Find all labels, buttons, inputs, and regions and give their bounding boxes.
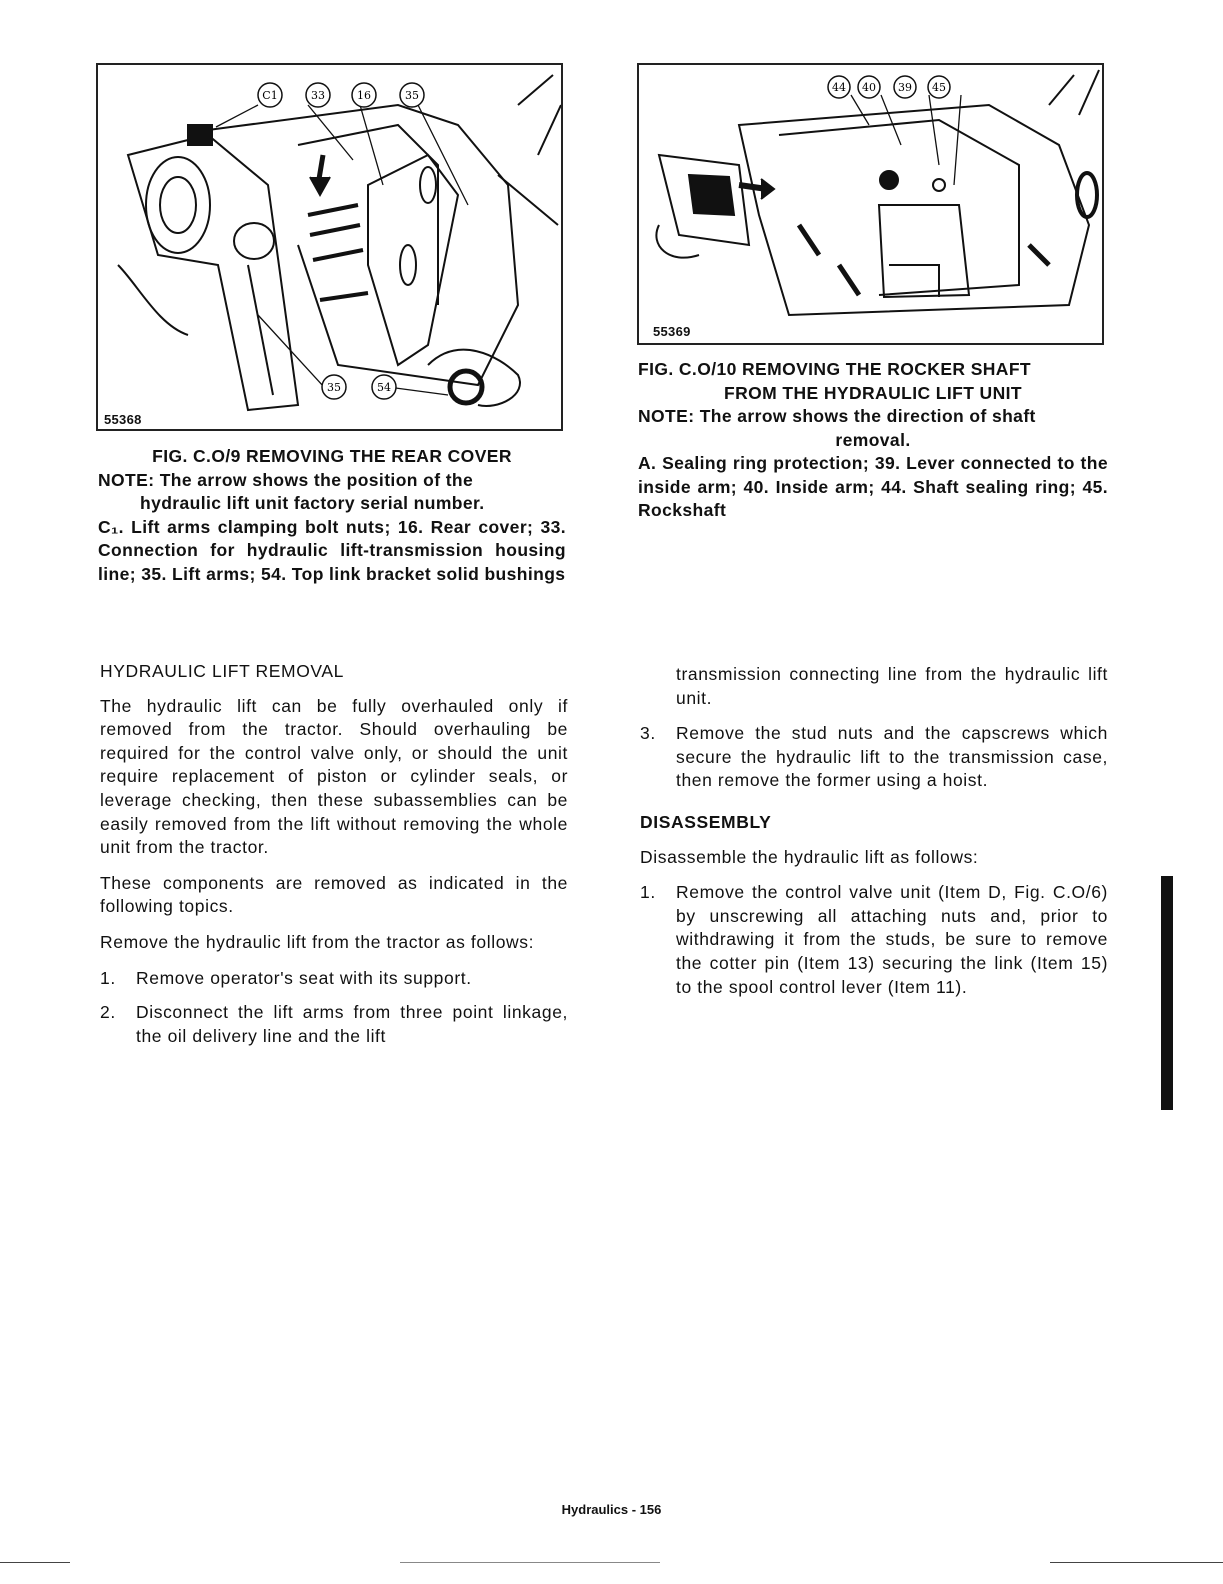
paragraph-continuation: transmission connecting line from the hydraulic lift unit. bbox=[676, 664, 1108, 708]
figure-10-caption bbox=[638, 358, 1108, 523]
paragraph-disassemble-intro: Disassemble the hydraulic lift as follows: bbox=[640, 846, 979, 867]
callout-54-label: 54 bbox=[377, 381, 391, 394]
scan-edge-line bbox=[1050, 1562, 1223, 1563]
figure-10-title: FIG. C.O/10 REMOVING THE ROCKER SHAFT bbox=[638, 359, 1032, 379]
callout-33-label: 33 bbox=[311, 89, 325, 102]
callout-35-label: 35 bbox=[405, 89, 419, 102]
list-item: 1. Remove operator's seat with its support. bbox=[100, 967, 472, 988]
figure-9-image bbox=[96, 63, 563, 431]
callout-44-label: 44 bbox=[832, 81, 846, 94]
figure-9-note-cont: hydraulic lift unit factory serial number. bbox=[140, 493, 485, 513]
figure-9-title: FIG. C.O/9 REMOVING THE REAR COVER bbox=[152, 446, 512, 466]
section-thumb-tab bbox=[1161, 876, 1173, 1110]
scan-edge-line bbox=[0, 1562, 70, 1563]
list-item: 2. Disconnect the lift arms from three point linkage, the oil delivery line and the lift bbox=[100, 1002, 568, 1046]
right-column bbox=[640, 663, 1108, 1010]
list-item: 1. Remove the control valve unit (Item D, Fig. C.O/6) by unscrewing all attaching nuts and, prior to withdrawing it from the studs, be sure to remove the cotter pin (Item 13) securing the link (Item 15) to the spool control lever (Item 11). bbox=[640, 882, 1108, 997]
figure-9-caption bbox=[98, 445, 566, 586]
callout-39-label: 39 bbox=[898, 81, 912, 94]
rocker-shaft-illustration bbox=[639, 65, 1102, 343]
list-item: 3. Remove the stud nuts and the capscrews which secure the hydraulic lift to the transmission case, then remove the former using a hoist. bbox=[640, 723, 1108, 791]
left-column bbox=[100, 660, 568, 1059]
paragraph-components: These components are removed as indicated in the following topics. bbox=[100, 872, 568, 917]
figure-9-legend: C₁. Lift arms clamping bolt nuts; 16. Rear cover; 33. Connection for hydraulic lift-transmission housing line; 35. Lift arms; 54. Top link bracket solid bushings bbox=[98, 516, 566, 584]
figure-9-number: 55368 bbox=[100, 412, 146, 427]
figure-10-title-cont: FROM THE HYDRAULIC LIFT UNIT bbox=[724, 382, 1022, 403]
figure-9-note: NOTE: The arrow shows the position of the bbox=[98, 469, 474, 490]
figure-10-image bbox=[637, 63, 1104, 345]
page-footer: Hydraulics - 156 bbox=[561, 1502, 662, 1517]
figure-10-note-cont: removal. bbox=[835, 429, 911, 450]
paragraph-remove-intro: Remove the hydraulic lift from the tractor as follows: bbox=[100, 931, 535, 952]
callout-16-label: 16 bbox=[357, 89, 371, 102]
section-heading-removal: HYDRAULIC LIFT REMOVAL bbox=[100, 661, 344, 681]
callout-35b-label: 35 bbox=[327, 381, 341, 394]
paragraph-overhaul: The hydraulic lift can be fully overhauled only if removed from the tractor. Should overhauling be required for the control valve only, or should the unit require replacement of piston or cylinder seals, or leverage checking, then these subassemblies can be easily removed from the lift without removing the whole unit from the tractor. bbox=[100, 695, 568, 858]
figure-10-note: NOTE: The arrow shows the direction of shaft bbox=[638, 406, 1036, 426]
rear-cover-illustration bbox=[98, 65, 561, 429]
callout-45-label: 45 bbox=[932, 81, 946, 94]
figure-10-legend: A. Sealing ring protection; 39. Lever connected to the inside arm; 40. Inside arm; 44. Shaft sealing ring; 45. Rockshaft bbox=[638, 453, 1108, 520]
section-heading-disassembly: DISASSEMBLY bbox=[640, 811, 772, 832]
scan-edge-line bbox=[400, 1562, 660, 1563]
figure-10-number: 55369 bbox=[649, 324, 695, 339]
callout-c1-label: C1 bbox=[262, 89, 278, 102]
callout-40-label: 40 bbox=[862, 81, 876, 94]
